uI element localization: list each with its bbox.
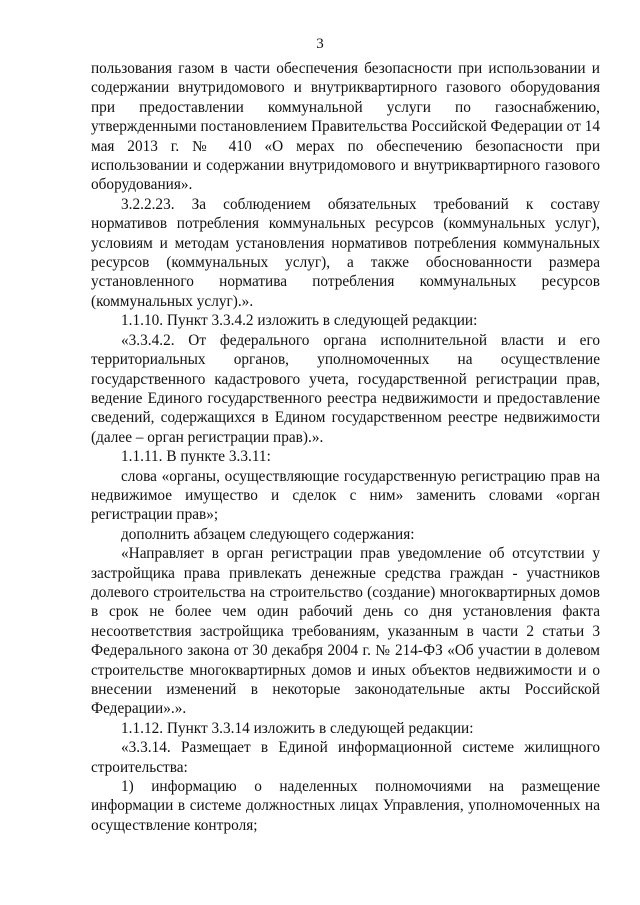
paragraph-1: пользования газом в части обеспечения безопасности при использовании и содержании внутридомового и внутриквартирного газового оборудования при предоставлении коммунальной услуги по газоснабжению, утвержденными постановлением Правительства Российской Федерации от 14 мая 2013 г. № 410 «О мерах по обеспечению безопасности при использовании и содержании внутридомового и внутриквартирного газового оборудования». <box>91 60 600 194</box>
document-body <box>91 59 600 835</box>
paragraph-4: «3.3.4.2. От федерального органа исполнительной власти и его территориальных органов, уполномоченных на осуществление государственного кадастрового учета, государственной регистрации прав, ведение Единого государственного реестра недвижимости и предоставление сведений, содержащихся в Едином государственном реестре недвижимости (далее – орган регистрации прав).». <box>91 331 600 446</box>
paragraph-9: 1.1.12. Пункт 3.3.14 изложить в следующей редакции: <box>121 719 474 737</box>
paragraph-11: 1) информацию о наделенных полномочиями на размещение информации в системе должностных лицах Управления, уполномоченных на осуществление контроля; <box>91 778 600 834</box>
paragraph-5: 1.1.11. В пункте 3.3.11: <box>121 448 271 466</box>
paragraph-7: дополнить абзацем следующего содержания: <box>121 525 415 543</box>
paragraph-10: «3.3.14. Размещает в Единой информационной системе жилищного строительства: <box>91 739 600 776</box>
paragraph-6: слова «органы, осуществляющие государственную регистрацию прав на недвижимое имущество и сделок с ним» заменить словами «орган регистрации прав»; <box>91 467 600 524</box>
paragraph-8: «Направляет в орган регистрации прав уведомление об отсутствии у застройщика права привлекать денежные средства граждан - участников долевого строительства на строительство (создание) многоквартирных домов в срок не более чем один рабочий день со дня установления факта несоответствия застройщика требованиям, указанным в части 2 статьи 3 Федерального закона от 30 декабря 2004 г. № 214-ФЗ «Об участии в долевом строительстве многоквартирных домов и иных объектов недвижимости и о внесении изменений в некоторые законодательные акты Российской Федерации».». <box>91 545 600 718</box>
page-number: 3 <box>316 36 324 52</box>
paragraph-2: 3.2.2.23. За соблюдением обязательных требований к составу нормативов потребления коммунальных ресурсов (коммунальных услуг), условиям и методам установления нормативов потребления коммунальных ресурсов (коммунальных услуг), а также обоснованности размера установленного норматива потребления коммунальных ресурсов (коммунальных услуг).». <box>91 195 600 310</box>
paragraph-3: 1.1.10. Пункт 3.3.4.2 изложить в следующей редакции: <box>121 312 478 330</box>
